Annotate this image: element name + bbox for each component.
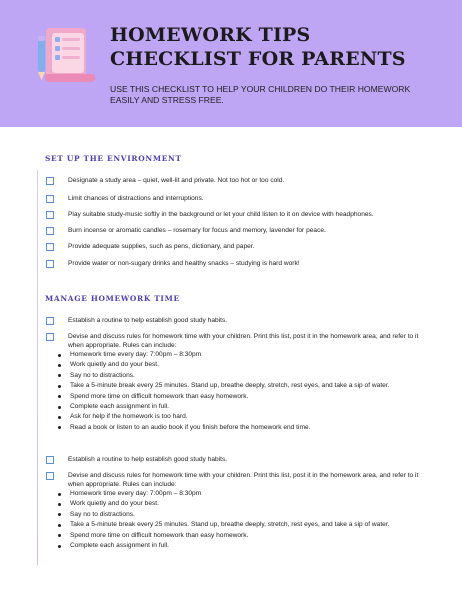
list-item: Take a 5-minute break every 25 minutes. Stand up, breathe deeply, stretch, rest eyes, and take a sip of water. <box>70 520 420 530</box>
checklist-scroll-illustration <box>28 24 98 86</box>
checkbox[interactable] <box>46 227 54 235</box>
list-item: Read a book or listen to an audio book if you finish before the homework end time. <box>70 423 420 433</box>
title-line-2: CHECKLIST FOR PARENTS <box>110 48 406 70</box>
item-text: Provide water or non-sugary drinks and healthy snacks – studying is hard work! <box>68 260 300 267</box>
checkbox[interactable] <box>46 177 54 185</box>
list-item: Say no to distractions. <box>70 371 420 381</box>
rules-list <box>70 489 420 551</box>
list-item: Work quietly and do your best. <box>70 499 420 509</box>
item-text: Burn incense or aromatic candles – rosemary for focus and memory, lavender for peace. <box>68 227 326 234</box>
item-text: Establish a routine to help establish good study habits. <box>68 317 228 324</box>
title-line-1: HOMEWORK TIPS <box>110 24 311 46</box>
list-item: Say no to distractions. <box>70 510 420 520</box>
page-subtitle: USE THIS CHECKLIST TO HELP YOUR CHILDREN DO THEIR HOMEWORK EASILY AND STRESS FREE. <box>110 84 411 105</box>
item-text: Provide adequate supplies, such as pens, dictionary, and paper. <box>68 243 255 250</box>
header-banner <box>0 0 462 127</box>
section-title-environment: SET UP THE ENVIRONMENT <box>45 154 182 163</box>
item-text: Limit chances of distractions and interruptions. <box>68 195 204 202</box>
item-text: Devise and discuss rules for homework time with your children. Print this list, post it in the homework area, and refer to it when appropriate. Rules can include: <box>68 333 419 349</box>
checkbox[interactable] <box>46 260 54 268</box>
checkbox[interactable] <box>46 456 54 464</box>
list-item: Take a 5-minute break every 25 minutes. Stand up, breathe deeply, stretch, rest eyes, and take a sip of water. <box>70 381 420 391</box>
list-item: Work quietly and do your best. <box>70 360 420 370</box>
checkbox[interactable] <box>46 333 54 341</box>
checkbox[interactable] <box>46 472 54 480</box>
list-item: Spend more time on difficult homework than easy homework. <box>70 531 420 541</box>
item-text: Devise and discuss rules for homework time with your children. Print this list, post it in the homework area, and refer to it when appropriate. Rules can include: <box>68 472 419 488</box>
item-text: Designate a study area – quiet, well-lit and private. Not too hot or too cold. <box>68 177 285 184</box>
section-title-homework-time: MANAGE HOMEWORK TIME <box>45 294 180 303</box>
list-item: Ask for help if the homework is too hard. <box>70 412 420 422</box>
list-item: Homework time every day: 7:00pm – 8:30pm <box>70 350 420 360</box>
item-text: Play suitable study-music softly in the background or let your child listen to it on device with headphones. <box>68 211 374 218</box>
checkbox[interactable] <box>46 195 54 203</box>
list-item: Spend more time on difficult homework than easy homework. <box>70 392 420 402</box>
list-item: Complete each assignment in full. <box>70 402 420 412</box>
decorative-side-line <box>37 170 38 565</box>
list-item: Homework time every day: 7:00pm – 8:30pm <box>70 489 420 499</box>
rules-list <box>70 350 420 433</box>
page-title <box>110 23 450 71</box>
checkbox[interactable] <box>46 211 54 219</box>
item-text: Establish a routine to help establish good study habits. <box>68 456 228 463</box>
checkbox[interactable] <box>46 243 54 251</box>
checkbox[interactable] <box>46 317 54 325</box>
list-item: Complete each assignment in full. <box>70 541 420 551</box>
